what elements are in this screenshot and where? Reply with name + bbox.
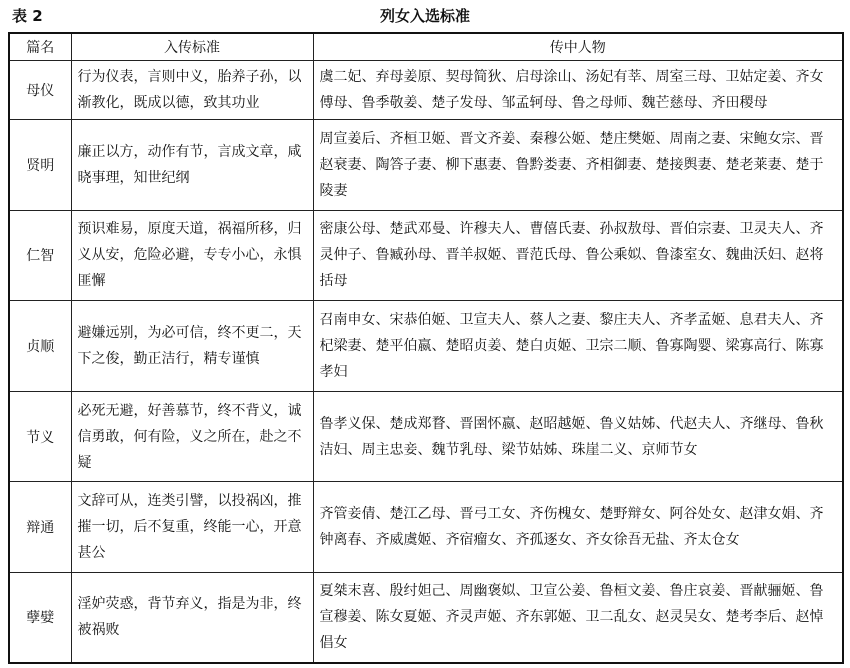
criteria-cell: 必死无避，好善慕节，终不背义，诚信勇敢，何有险，义之所在，赴之不疑	[71, 391, 313, 482]
table-title: 列女入选标准	[379, 7, 470, 25]
chapter-name: 贤明	[9, 120, 71, 211]
people-cell: 夏桀末喜、殷纣妲己、周幽褒姒、卫宣公姜、鲁桓文姜、鲁庄哀姜、晋献骊姬、鲁宣穆姜、陈女夏姬、齐灵声姬、齐东郭姬、卫二乱女、赵灵吴女、楚考李后、赵悼倡女	[313, 572, 843, 663]
table-row	[9, 120, 843, 211]
table-number: 表 2	[12, 7, 43, 25]
table-row	[9, 301, 843, 392]
header-row	[9, 33, 843, 61]
column-header-criteria: 入传标准	[71, 33, 313, 61]
criteria-table	[8, 32, 844, 664]
chapter-name: 节义	[9, 391, 71, 482]
table-row	[9, 61, 843, 120]
chapter-name: 辩通	[9, 482, 71, 573]
people-cell: 虞二妃、弃母姜原、契母简狄、启母涂山、汤妃有莘、周室三母、卫姑定姜、齐女傅母、鲁季敬姜、楚子发母、邹孟轲母、鲁之母师、魏芒慈母、齐田稷母	[313, 61, 843, 120]
table-row	[9, 482, 843, 573]
chapter-name: 仁智	[9, 210, 71, 301]
column-header-chapter: 篇名	[9, 33, 71, 61]
criteria-cell: 廉正以方，动作有节，言成文章，咸晓事理，知世纪纲	[71, 120, 313, 211]
criteria-cell: 行为仪表，言则中义，胎养子孙，以渐教化，既成以德，致其功业	[71, 61, 313, 120]
chapter-name: 母仪	[9, 61, 71, 120]
people-cell: 密康公母、楚武邓曼、许穆夫人、曹僖氏妻、孙叔敖母、晋伯宗妻、卫灵夫人、齐灵仲子、鲁臧孙母、晋羊叔姬、晋范氏母、鲁公乘姒、鲁漆室女、魏曲沃妇、赵将括母	[313, 210, 843, 301]
criteria-cell: 避嫌远别，为必可信，终不更二，天下之俊，勤正洁行，精专谨慎	[71, 301, 313, 392]
chapter-name: 贞顺	[9, 301, 71, 392]
people-cell: 齐管妾倩、楚江乙母、晋弓工女、齐伤槐女、楚野辩女、阿谷处女、赵津女娟、齐钟离春、齐威虞姬、齐宿瘤女、齐孤逐女、齐女徐吾无盐、齐太仓女	[313, 482, 843, 573]
criteria-cell: 淫妒荧惑，背节弃义，指是为非，终被祸败	[71, 572, 313, 663]
table-row	[9, 210, 843, 301]
criteria-cell: 文辞可从，连类引譬，以投祸凶，推摧一切，后不复重，终能一心，开意甚公	[71, 482, 313, 573]
table-row	[9, 572, 843, 663]
people-cell: 周宣姜后、齐桓卫姬、晋文齐姜、秦穆公姬、楚庄樊姬、周南之妻、宋鲍女宗、晋赵衰妻、陶答子妻、柳下惠妻、鲁黔娄妻、齐相御妻、楚接舆妻、楚老莱妻、楚于陵妻	[313, 120, 843, 211]
people-cell: 鲁孝义保、楚成郑瞀、晋圉怀嬴、赵昭越姬、鲁义姑姊、代赵夫人、齐继母、鲁秋洁妇、周主忠妾、魏节乳母、梁节姑姊、珠崖二义、京师节女	[313, 391, 843, 482]
chapter-name: 孽嬖	[9, 572, 71, 663]
column-header-people: 传中人物	[313, 33, 843, 61]
table-header	[0, 0, 850, 30]
table-row	[9, 391, 843, 482]
people-cell: 召南申女、宋恭伯姬、卫宣夫人、蔡人之妻、黎庄夫人、齐孝孟姬、息君夫人、齐杞梁妻、楚平伯嬴、楚昭贞姜、楚白贞姬、卫宗二顺、鲁寡陶婴、梁寡高行、陈寡孝妇	[313, 301, 843, 392]
criteria-cell: 预识难易，原度天道，祸福所移，归义从安，危险必避，专专小心，永惧匪懈	[71, 210, 313, 301]
